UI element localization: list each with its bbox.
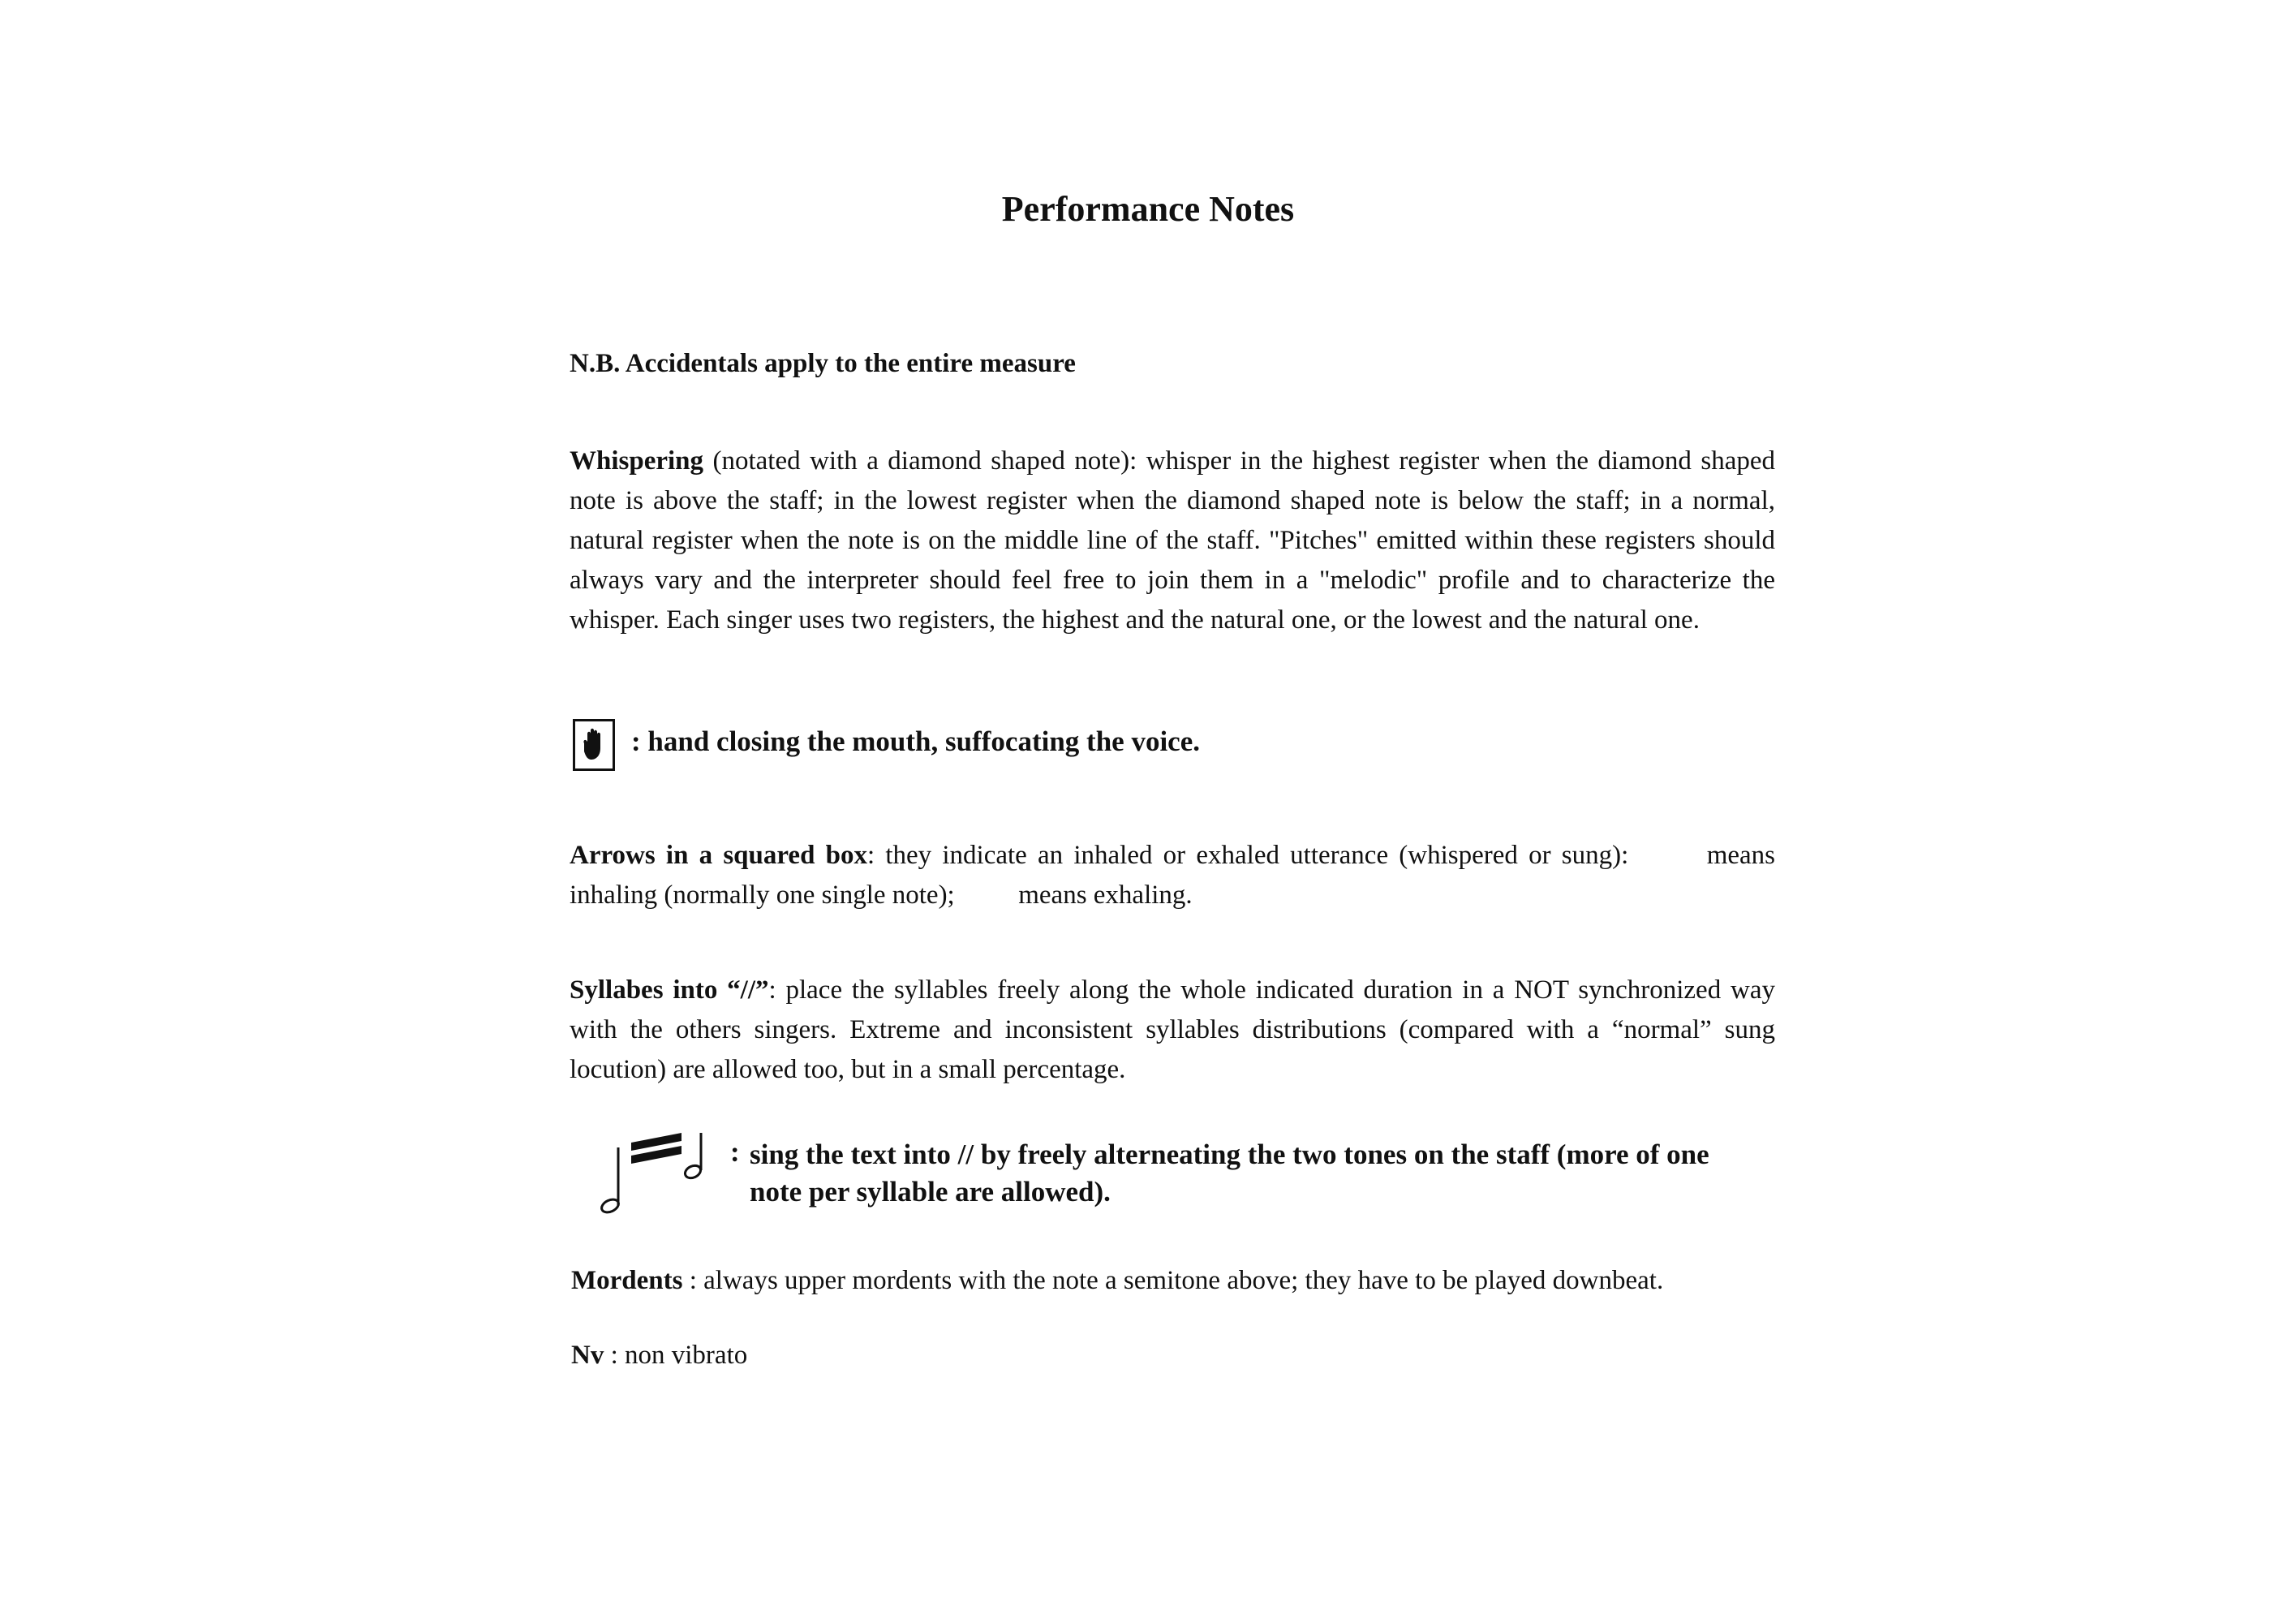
hand-icon: [573, 719, 615, 771]
arrows-text-c: means exhaling.: [1018, 880, 1193, 910]
arrows-term: Arrows in a squared box: [570, 841, 867, 870]
hand-icon-glyph: [579, 727, 608, 763]
accidentals-note: N.B. Accidentals apply to the entire measure: [570, 349, 1076, 378]
whispering-paragraph: [570, 441, 1775, 640]
arrows-text-b: means inhaling (normally one single note);: [570, 841, 1776, 910]
nv-text: : non vibrato: [604, 1341, 748, 1370]
syllables-paragraph: [570, 971, 1775, 1090]
arrows-paragraph: [570, 836, 1775, 915]
arrows-text-a: : they indicate an inhaled or exhaled utterance (whispered or sung):: [866, 841, 1629, 870]
alternation-text: sing the text into // by freely alterneating the two tones on the staff (more of one note per syllable are allowed).: [750, 1139, 1709, 1208]
alternation-colon: :: [730, 1136, 740, 1168]
hand-text: : hand closing the mouth, suffocating the voice.: [631, 725, 1200, 757]
syllables-text: : place the syllables freely along the whole indicated duration in a NOT synchronized way with the others singers. Extreme and inconsistent syllables distributions (compared with a “normal” sung locution) are allowed too, but in a small percentage.: [570, 975, 1775, 1084]
nv-paragraph: [571, 1336, 1777, 1375]
mordents-paragraph: [571, 1261, 1777, 1301]
whispering-term: Whispering: [570, 446, 704, 476]
syllables-term: Syllabes into “//”: [570, 975, 769, 1005]
mordents-term: Mordents: [571, 1266, 683, 1295]
mordents-text: : always upper mordents with the note a semitone above; they have to be played downbeat.: [682, 1266, 1664, 1295]
alternation-instruction: [570, 1128, 1775, 1217]
whispering-text: (notated with a diamond shaped note): whisper in the highest register when the diamond shaped note is above the staff; in the lowest register when the diamond shaped note is below the staff; in a normal, natural register when the note is on the middle line of the staff. "Pitches" emitted within these registers should always vary and the interpreter should feel free to join them in a "melodic" profile and to characterize the whisper. Each singer uses two registers, the highest and the natural one, or the lowest and the natural one.: [570, 446, 1775, 635]
page-title: Performance Notes: [1001, 189, 1295, 229]
tremolo-half-notes-icon: [592, 1128, 738, 1217]
nv-term: Nv: [571, 1341, 604, 1370]
hand-instruction: [570, 719, 1775, 776]
